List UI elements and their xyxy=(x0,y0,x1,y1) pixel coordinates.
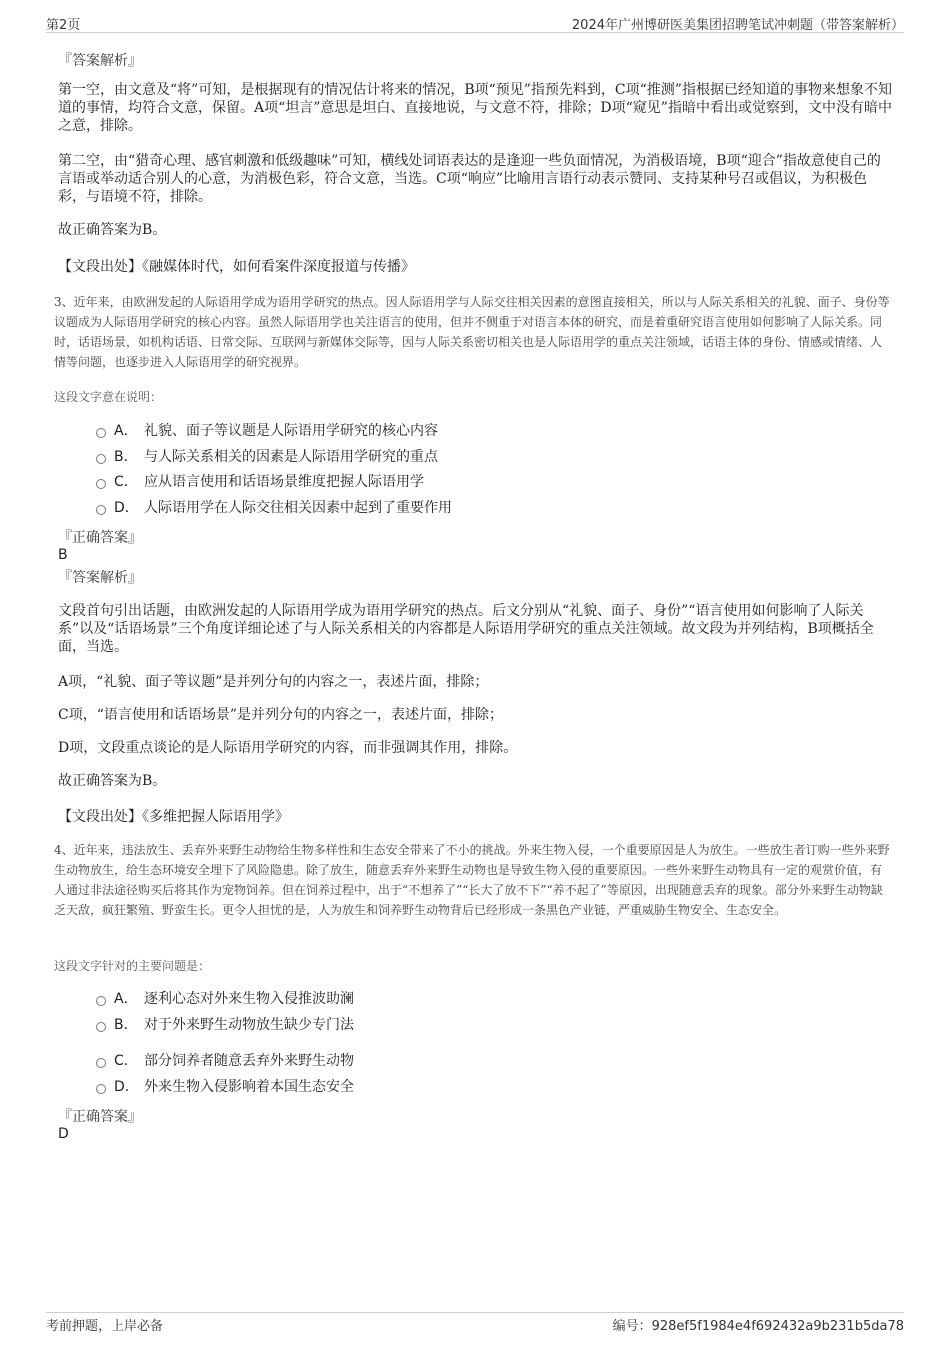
correct-answer: D xyxy=(58,1126,69,1142)
radio-icon[interactable] xyxy=(96,1058,106,1068)
document-id: 编号：928ef5f1984e4f692432a9b231b5da78 xyxy=(612,1319,904,1334)
option-a[interactable] xyxy=(96,989,354,1009)
correct-answer: B xyxy=(58,547,68,563)
answer-conclusion: 故正确答案为B。 xyxy=(58,773,167,789)
source-citation: 【文段出处】《融媒体时代，如何看案件深度报道与传播》 xyxy=(58,259,415,275)
radio-icon[interactable] xyxy=(96,1084,106,1094)
page-number: 第2页 xyxy=(46,18,81,33)
question-stem: 4、近年来，违法放生、丢弃外来野生动物给生物多样性和生态安全带来了不小的挑战。外来生物入侵，一个重要原因是人为放生。一些放生者订购一些外来野生动物放生，给生态环境安全埋下了风险隐患。除了放生，随意丢弃外来野生动物也是导致生物入侵的重要原因。一些外来野生动物具有一定的观赏价值，有人通过非法途径购买后将其作为宠物饲养。但在饲养过程中，出于“不想养了”“长大了放不下”“养不起了”等原因，出现随意丢弃的现象。部分外来野生动物缺乏天敌，疯狂繁殖、野蛮生长。更令人担忧的是，人为放生和饲养野生动物背后已经形成一条黑色产业链，严重威胁生物安全、生态安全。 xyxy=(54,843,890,917)
analysis-label: 『答案解析』 xyxy=(58,570,142,586)
option-text: 礼貌、面子等议题是人际语用学研究的核心内容 xyxy=(144,423,438,439)
question-prompt: 这段文字针对的主要问题是： xyxy=(54,959,211,973)
correct-answer-label: 『正确答案』 xyxy=(58,1109,142,1125)
option-letter: A． xyxy=(114,423,138,439)
analysis-paragraph: A项，“礼貌、面子等议题”是并列分句的内容之一，表述片面，排除； xyxy=(58,674,489,690)
page-footer xyxy=(46,1312,904,1333)
footer-slogan: 考前押题，上岸必备 xyxy=(46,1319,164,1334)
analysis-paragraph: 第二空，由“猎奇心理、感官刺激和低级趣味”可知，横线处词语表达的是逢迎一些负面情况，为消极语境，B项“迎合”指故意使自己的言语或举动适合别人的心意，为消极色彩，符合文意，当选。C项“响应”比喻用言语行动表示赞同、支持某种号召或倡议，为积极色彩，与语境不符，排除。 xyxy=(58,153,881,205)
radio-icon[interactable] xyxy=(96,1022,106,1032)
option-c[interactable] xyxy=(96,472,424,492)
radio-icon[interactable] xyxy=(96,505,106,515)
option-text: 逐利心态对外来生物入侵推波助澜 xyxy=(144,991,354,1007)
question-prompt: 这段文字意在说明： xyxy=(54,390,163,404)
option-letter: B． xyxy=(114,449,138,465)
question-stem: 3、近年来，由欧洲发起的人际语用学成为语用学研究的热点。因人际语用学与人际交往相关因素的意图直接相关，所以与人际关系相关的礼貌、面子、身份等议题成为人际语用学研究的核心内容。虽然人际语用学也关注语言的使用，但并不侧重于对语言本体的研究，而是着重研究语言使用如何影响了人际关系。同时，话语场景，如机构话语、日常交际、互联网与新媒体交际等，因与人际关系密切相关也是人际语用学的重点关注领域，话语主体的身份、情感或情绪、人情等问题，也逐步进入人际语用学的研究视界。 xyxy=(54,295,890,369)
option-a[interactable] xyxy=(96,421,438,441)
option-text: 部分饲养者随意丢弃外来野生动物 xyxy=(144,1053,354,1069)
option-letter: D． xyxy=(114,1079,139,1095)
option-text: 外来生物入侵影响着本国生态安全 xyxy=(144,1079,354,1095)
option-letter: C． xyxy=(114,1053,138,1069)
option-text: 对于外来野生动物放生缺少专门法 xyxy=(144,1017,354,1033)
option-b[interactable] xyxy=(96,447,438,467)
option-letter: C． xyxy=(114,474,138,490)
radio-icon[interactable] xyxy=(96,428,106,438)
radio-icon[interactable] xyxy=(96,996,106,1006)
option-letter: B． xyxy=(114,1017,138,1033)
option-d[interactable] xyxy=(96,498,452,518)
analysis-label: 『答案解析』 xyxy=(58,53,142,69)
option-text: 与人际关系相关的因素是人际语用学研究的重点 xyxy=(144,449,438,465)
analysis-paragraph: 文段首句引出话题，由欧洲发起的人际语用学成为语用学研究的热点。后文分别从“礼貌、面子、身份”“语言使用如何影响了人际关系”以及“话语场景”三个角度详细论述了与人际关系相关的内容都是人际语用学研究的重点关注领域。故文段为并列结构，B项概括全面，当选。 xyxy=(58,603,874,655)
analysis-paragraph: 第一空，由文意及“将”可知，是根据现有的情况估计将来的情况，B项“预见”指预先料到，C项“推测”指根据已经知道的事物来想象不知道的事情，均符合文意，保留。A项“坦言”意思是坦白、直接地说，与文意不符，排除；D项“窥见”指暗中看出或觉察到，文中没有暗中之意，排除。 xyxy=(58,82,892,134)
answer-conclusion: 故正确答案为B。 xyxy=(58,222,167,238)
radio-icon[interactable] xyxy=(96,454,106,464)
document-title: 2024年广州博研医美集团招聘笔试冲刺题（带答案解析） xyxy=(571,18,904,33)
option-b[interactable] xyxy=(96,1015,354,1035)
option-letter: D． xyxy=(114,500,139,516)
radio-icon[interactable] xyxy=(96,479,106,489)
option-d[interactable] xyxy=(96,1077,354,1097)
option-c[interactable] xyxy=(96,1051,354,1071)
option-text: 应从语言使用和话语场景维度把握人际语用学 xyxy=(144,474,424,490)
option-letter: A． xyxy=(114,991,138,1007)
analysis-paragraph: D项，文段重点谈论的是人际语用学研究的内容，而非强调其作用，排除。 xyxy=(58,740,518,756)
option-text: 人际语用学在人际交往相关因素中起到了重要作用 xyxy=(144,500,452,516)
source-citation: 【文段出处】《多维把握人际语用学》 xyxy=(58,809,289,825)
page-header xyxy=(46,12,904,33)
correct-answer-label: 『正确答案』 xyxy=(58,530,142,546)
analysis-paragraph: C项，“语言使用和话语场景”是并列分句的内容之一，表述片面，排除； xyxy=(58,707,504,723)
